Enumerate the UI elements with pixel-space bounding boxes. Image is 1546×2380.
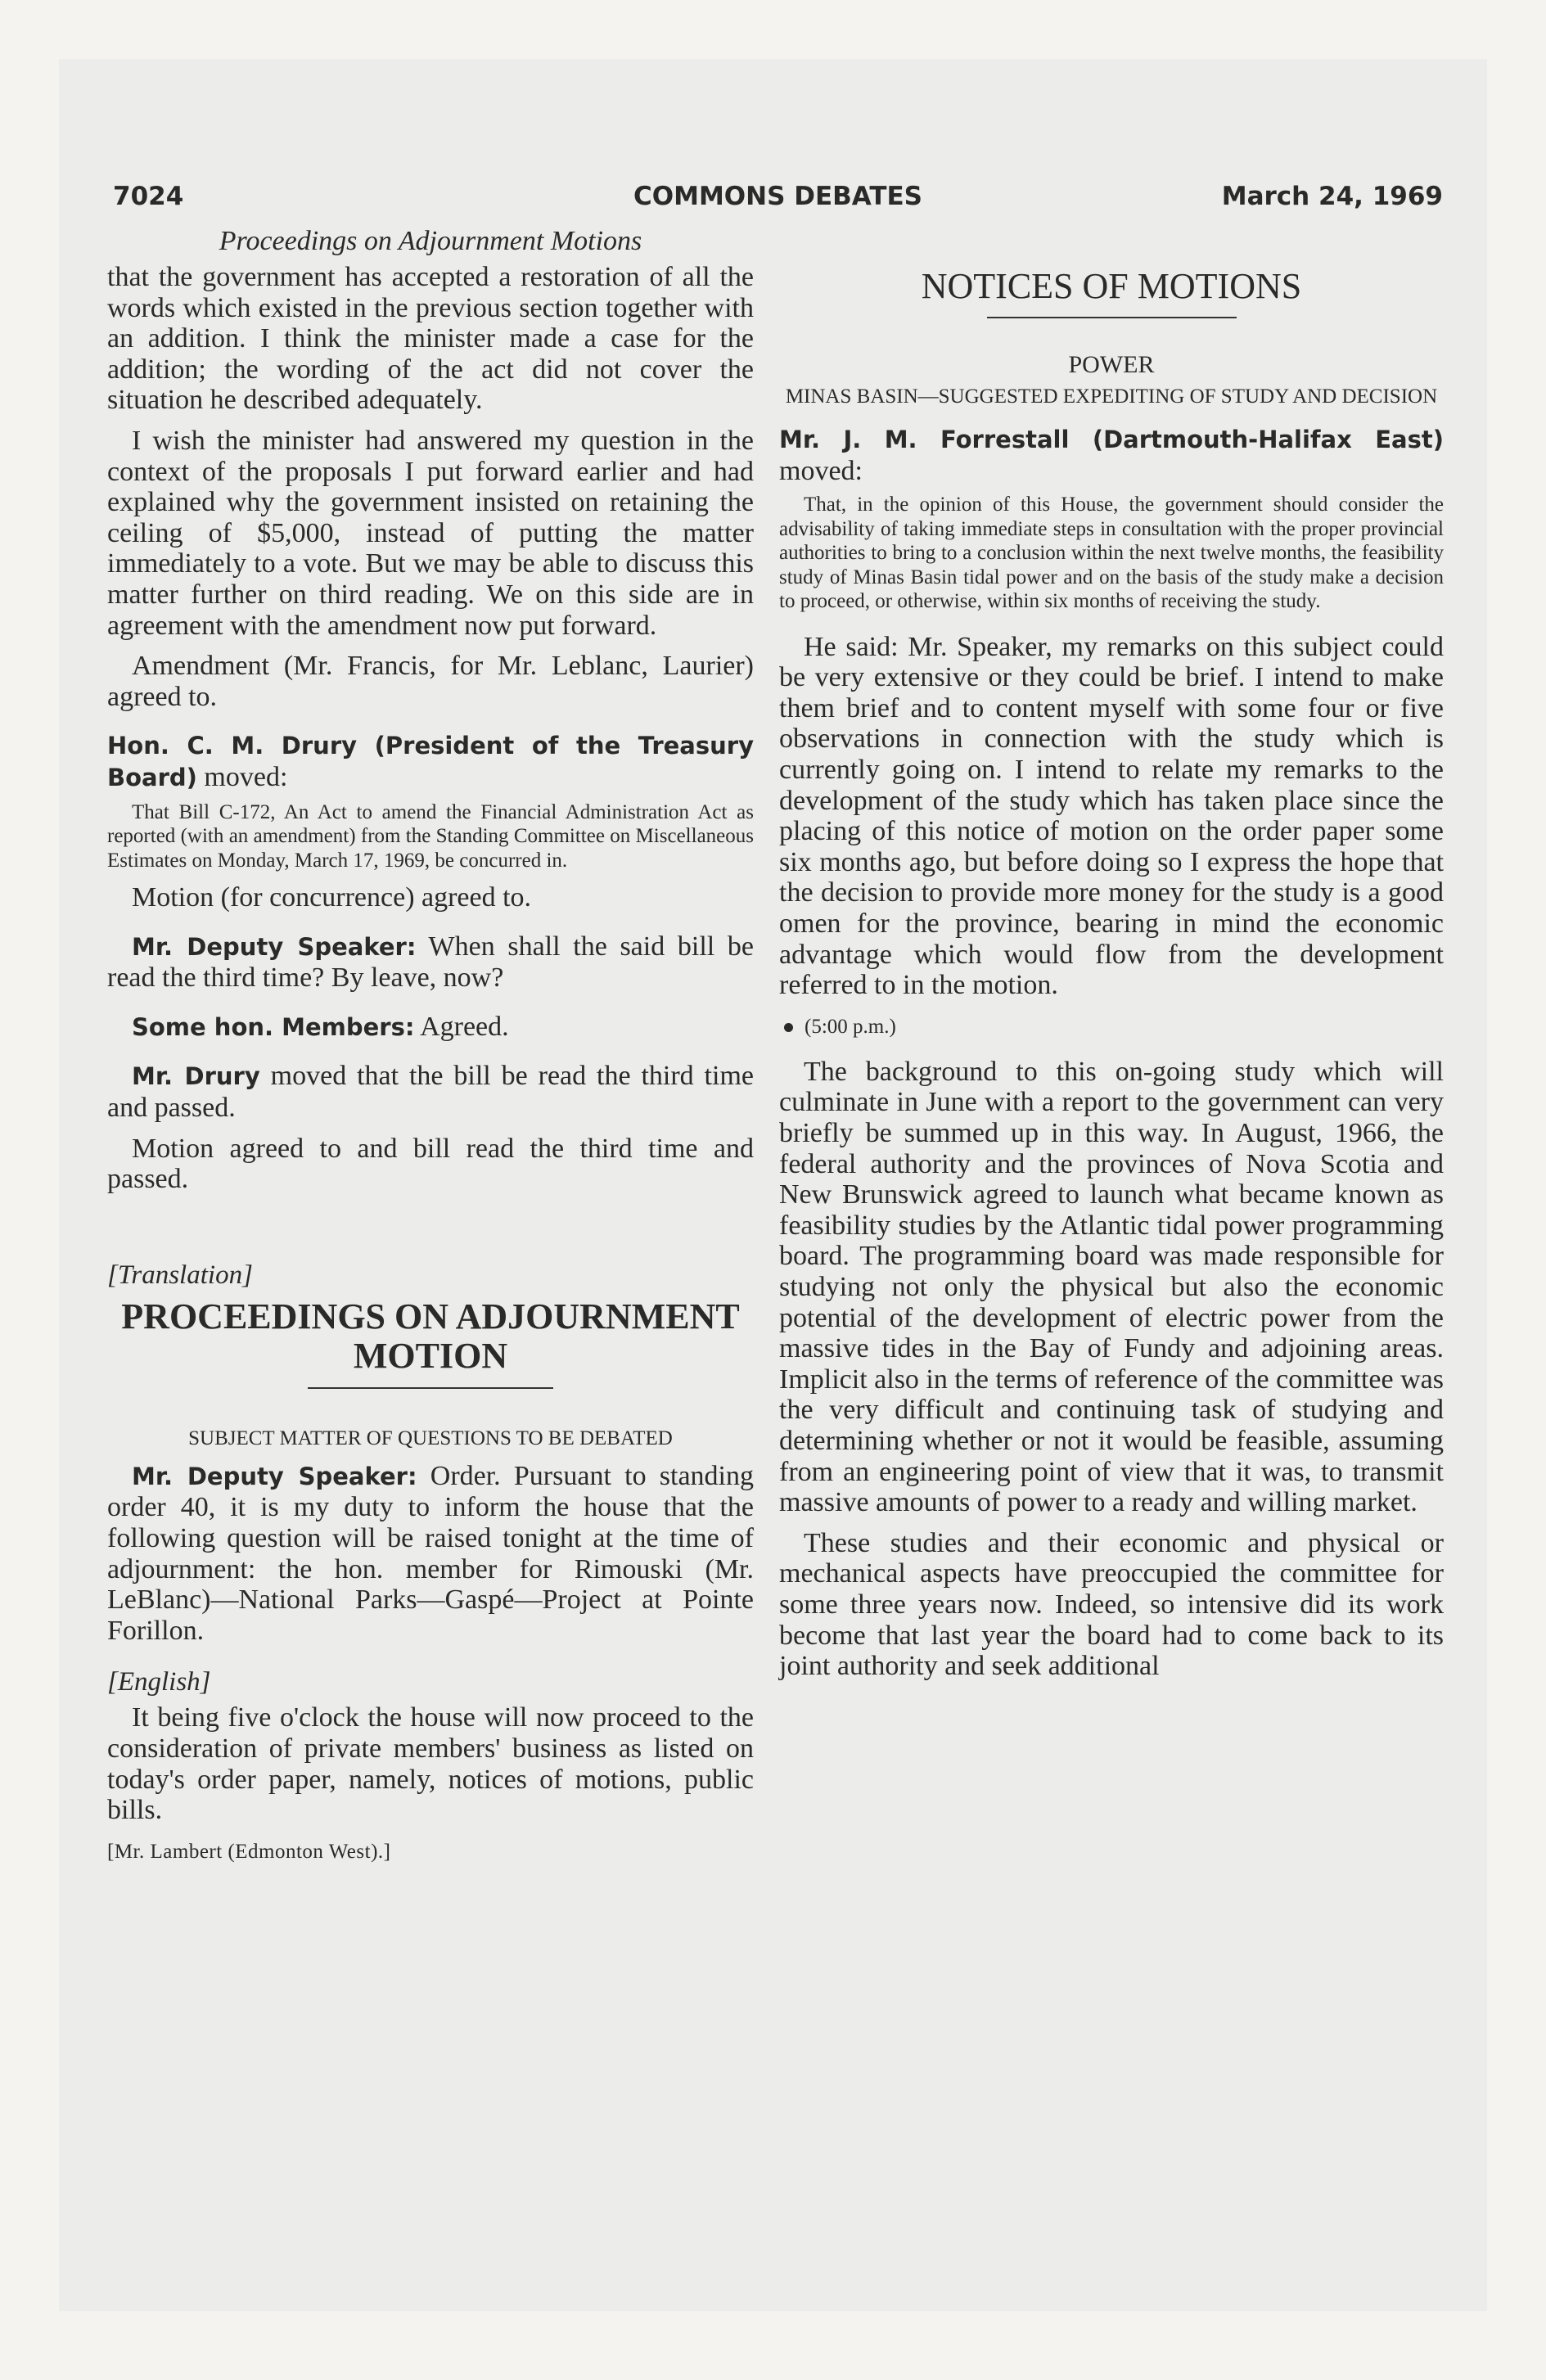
paragraph: He said: Mr. Speaker, my remarks on this subject could be very extensive or they could be brief. I intend to make them brief and to content myself with some four or five observations in connection with the study which is currently going on. I intend to relate my remarks to the development of the study which has taken place since the placing of this notice of motion on the order paper some six months ago, but before doing so I express the hope that the decision to provide more money for the study is a good omen for the province, bearing in mind the economic advantage which would flow from the development referred to in the motion. xyxy=(779,631,1444,1001)
paragraph: I wish the minister had answered my question in the context of the proposals I put forward earlier and had explained why the government insisted on retaining the ceiling of $5,000, instead of putting the matter immediately to a vote. But we may be able to discuss this matter further on third reading. We on this side are in agreement with the amendment now put forward. xyxy=(107,425,754,641)
sub-heading: SUBJECT MATTER OF QUESTIONS TO BE DEBATED xyxy=(188,1427,673,1449)
paragraph: These studies and their economic and physical or mechanical aspects have preoccupied the committee for some three years now. Indeed, so intensive did its work become that last year the board had to come back to its joint authority and seek additional xyxy=(779,1527,1444,1682)
speaker-name: Mr. Deputy Speaker: xyxy=(132,932,417,961)
speech-text: When shall the said bill be read the third time? By leave, now? xyxy=(107,931,754,994)
speech-text: Order. Pursuant to standing order 40, it is my duty to inform the house that the following question will be raised tonight at the time of adjournment: the hon. member for Rimouski (Mr. LeBlanc)—National Parks—Gaspé—Project at Pointe Forillon. xyxy=(107,1460,754,1646)
left-column xyxy=(107,226,754,1864)
speech xyxy=(107,931,754,994)
speech xyxy=(779,424,1444,486)
publication-title: COMMONS DEBATES xyxy=(633,182,922,211)
topic-heading: POWER xyxy=(1068,351,1155,378)
time-text: (5:00 p.m.) xyxy=(805,1015,896,1038)
speaker-name: Mr. Drury xyxy=(132,1062,260,1091)
page-number: 7024 xyxy=(113,182,184,211)
speaker-name: Some hon. Members: xyxy=(132,1012,415,1041)
motion-text: That Bill C-172, An Act to amend the Financial Administration Act as reported (with an amendment) from the Standing Committee on Miscellaneous Estimates on Monday, March 17, 1969, be concurred in. xyxy=(107,800,754,872)
speech-text: moved that the bill be read the third time and passed. xyxy=(107,1061,754,1123)
speech-text: moved: xyxy=(779,455,863,486)
motion-text: That, in the opinion of this House, the government should consider the advisability of taking immediate steps in consultation with the proper provincial authorities to bring to a conclusion within the next twelve months, the feasibility study of Minas Basin tidal power and on the basis of the study make a decision to proceed, or otherwise, within six months of receiving the study. xyxy=(779,494,1444,613)
right-column xyxy=(779,226,1444,1682)
speech-text: moved: xyxy=(196,761,288,792)
speaker-name: Hon. C. M. Drury (President of the Treasury Board) xyxy=(107,732,754,791)
paragraph: that the government has accepted a restoration of all the words which existed in the previous section together with an addition. I think the minister made a case for the addition; the wording of the act did not cover the situation he described adequately. xyxy=(107,262,754,416)
paragraph: Amendment (Mr. Francis, for Mr. Leblanc, Laurier) agreed to. xyxy=(107,651,754,712)
bullet-icon xyxy=(784,1023,793,1032)
english-marker: [English] xyxy=(107,1667,211,1697)
paragraph: Motion (for concurrence) agreed to. xyxy=(132,882,532,913)
speech-text: Agreed. xyxy=(414,1011,509,1042)
translation-marker: [Translation] xyxy=(107,1260,253,1290)
speech xyxy=(107,1012,754,1044)
paragraph: It being five o'clock the house will now proceed to the consideration of private members' business as listed on today's order paper, namely, notices of motions, public bills. xyxy=(107,1702,754,1826)
speech xyxy=(107,730,754,793)
running-head: Proceedings on Adjournment Motions xyxy=(219,226,642,256)
time-stamp xyxy=(779,1016,1444,1039)
speaker-name: Mr. J. M. Forrestall (Dartmouth-Halifax East) xyxy=(779,426,1444,453)
paragraph: The background to this on-going study which will culminate in June with a report to the government can very briefly be summed up in this way. In August, 1966, the federal authority and the provinces of Nova Scotia and New Brunswick agreed to launch what became known as feasibility studies by the Atlantic tidal power programming board. The programming board was made responsible for studying not only the physical but also the economic potential of the development of electric power from the massive tides in the Bay of Fundy and adjoining areas. Implicit also in the terms of reference of the committee was the very difficult and continuing task of studying and determining whether or not it would be feasible, assuming from an engineering point of view that it was, to transmit massive amounts of power to a ready and willing market. xyxy=(779,1056,1444,1518)
footer-speaker: [Mr. Lambert (Edmonton West).] xyxy=(107,1840,391,1863)
speaker-name: Mr. Deputy Speaker: xyxy=(132,1462,417,1490)
section-heading: NOTICES OF MOTIONS xyxy=(921,266,1302,306)
speech xyxy=(107,1061,754,1123)
sub-heading: MINAS BASIN—SUGGESTED EXPEDITING OF STUDY AND DECISION xyxy=(785,385,1438,408)
page-header xyxy=(113,182,1443,223)
heading-rule xyxy=(308,1387,553,1389)
page-date: March 24, 1969 xyxy=(1221,182,1443,211)
speech xyxy=(107,1461,754,1647)
heading-rule xyxy=(987,317,1237,318)
section-heading: PROCEEDINGS ON ADJOURNMENT MOTION xyxy=(121,1296,740,1376)
paragraph: Motion agreed to and bill read the third time and passed. xyxy=(107,1133,754,1195)
